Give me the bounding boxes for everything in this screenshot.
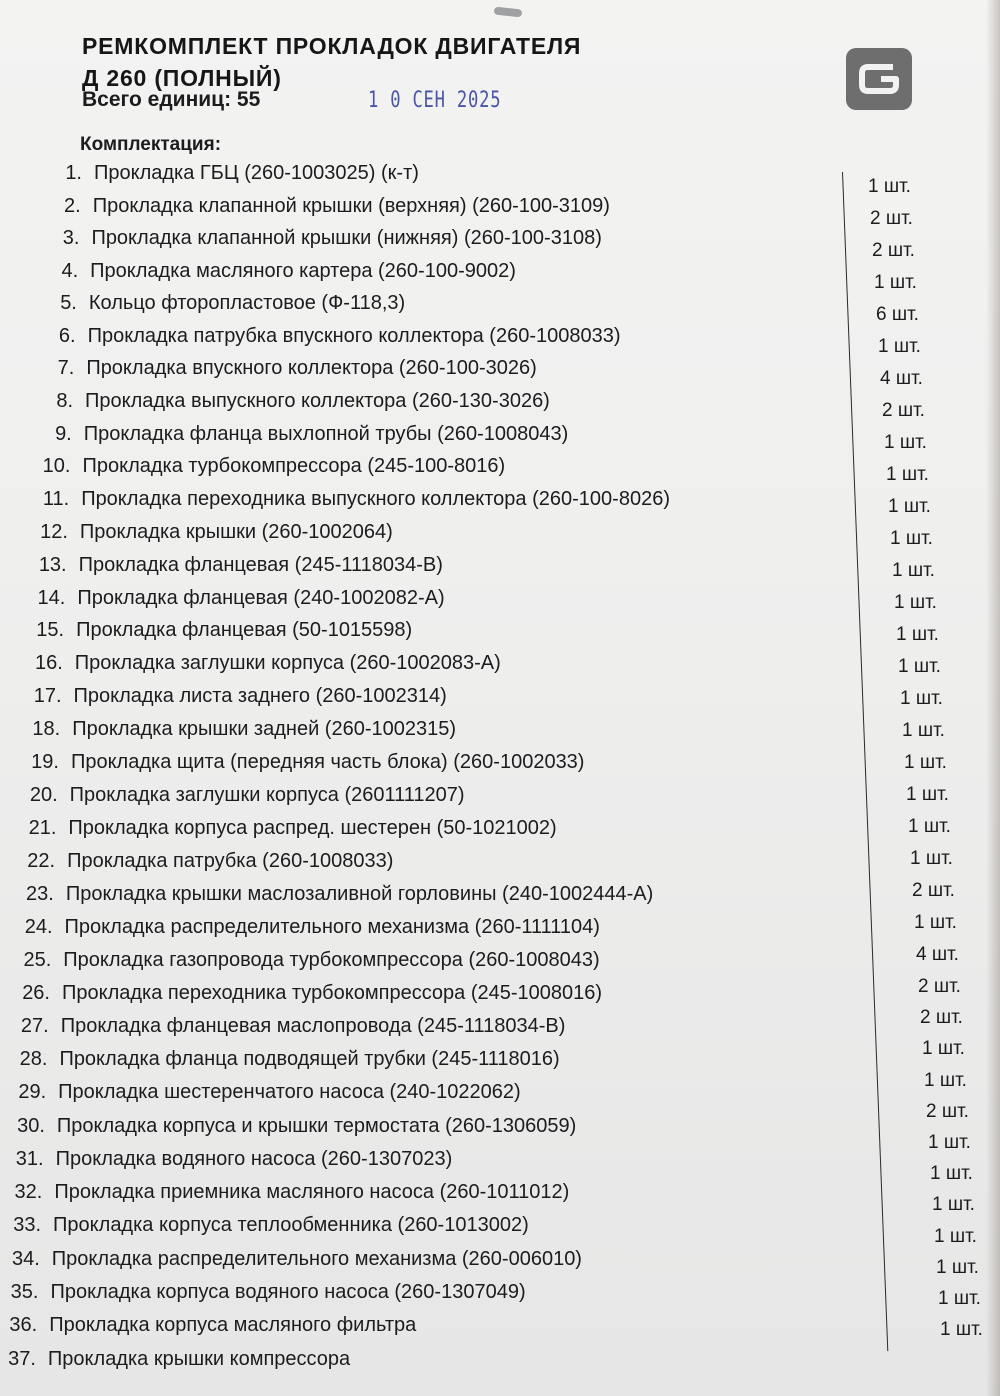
item-quantity: 1 шт. xyxy=(936,1256,979,1278)
item-name: Прокладка патрубка впускного коллектора (260-1008033) xyxy=(87,324,621,347)
list-item xyxy=(9,850,393,873)
item-name: Прокладка масляного картера (260-100-9002) xyxy=(90,259,516,282)
item-name: Прокладка щита (передняя часть блока) (260-1002033) xyxy=(70,750,585,773)
item-quantity: 2 шт. xyxy=(870,208,913,229)
item-number: 34. xyxy=(11,1247,40,1270)
list-item xyxy=(4,982,602,1005)
item-number: 28. xyxy=(19,1048,48,1071)
item-name: Прокладка листа заднего (260-1002314) xyxy=(73,685,447,708)
logo-g-icon xyxy=(856,58,902,100)
list-item xyxy=(13,751,585,774)
item-quantity: 2 шт. xyxy=(872,240,915,261)
item-quantity: 1 шт. xyxy=(904,752,947,773)
list-item xyxy=(22,521,393,544)
list-item xyxy=(16,685,447,708)
list-item xyxy=(14,718,456,741)
item-quantity: 2 шт. xyxy=(918,976,961,997)
item-quantity: 1 шт. xyxy=(910,848,953,869)
item-number: 8. xyxy=(56,390,74,413)
list-item xyxy=(26,423,569,446)
item-number: 35. xyxy=(10,1280,39,1303)
item-number: 15. xyxy=(36,619,65,642)
list-item xyxy=(5,949,599,972)
section-title: Комплектация: xyxy=(80,134,222,155)
item-number: 32. xyxy=(14,1181,43,1204)
item-quantity: 1 шт. xyxy=(930,1163,973,1185)
item-name: Прокладка крышки маслозаливной горловины (240-1002444-А) xyxy=(65,882,654,905)
item-name: Прокладка заглушки корпуса (2601111207) xyxy=(69,783,465,806)
list-item xyxy=(19,587,444,610)
item-quantity: 1 шт. xyxy=(888,496,931,517)
item-quantity: 1 шт. xyxy=(922,1038,965,1060)
item-number: 36. xyxy=(9,1314,38,1337)
item-name: Прокладка фланца выхлопной трубы (260-1008043) xyxy=(83,422,569,445)
list-item xyxy=(17,652,501,675)
item-name: Прокладка заглушки корпуса (260-1002083-А) xyxy=(74,652,501,675)
item-number: 11. xyxy=(42,488,70,511)
item-number: 25. xyxy=(23,948,52,971)
list-item xyxy=(0,1281,526,1304)
list-item xyxy=(0,1314,416,1337)
item-quantity: 1 шт. xyxy=(934,1225,977,1247)
item-number: 21. xyxy=(28,816,57,839)
item-name: Прокладка корпуса масляного фильтра xyxy=(49,1314,417,1337)
item-number: 6. xyxy=(58,324,76,347)
item-name: Кольцо фторопластовое (Ф-118,3) xyxy=(88,292,406,315)
document-subtitle: Д 260 (ПОЛНЫЙ) xyxy=(82,65,282,91)
item-number: 27. xyxy=(20,1015,49,1038)
list-item xyxy=(23,488,670,511)
item-name: Прокладка фланцевая (245-1118034-В) xyxy=(78,553,443,576)
item-number: 13. xyxy=(38,553,67,576)
item-number: 3. xyxy=(62,227,80,250)
item-quantity: 1 шт. xyxy=(892,560,935,581)
list-item xyxy=(36,162,419,185)
item-name: Прокладка крышки компрессора xyxy=(47,1347,351,1370)
brand-logo xyxy=(846,48,912,110)
item-number: 12. xyxy=(40,520,68,543)
item-quantity: 4 шт. xyxy=(916,944,959,965)
list-item xyxy=(10,817,556,840)
list-item xyxy=(3,1015,566,1038)
item-name: Прокладка крышки (260-1002064) xyxy=(79,520,393,543)
document-header xyxy=(82,30,581,94)
item-name: Прокладка фланцевая маслопровода (245-1118034-В) xyxy=(60,1015,566,1038)
list-item xyxy=(33,227,601,250)
item-name: Прокладка впускного коллектора (260-100-3026) xyxy=(86,357,537,380)
item-name: Прокладка распределительного механизма (260-006010) xyxy=(51,1247,582,1270)
item-quantity: 2 шт. xyxy=(882,400,925,421)
item-quantity: 1 шт. xyxy=(932,1194,975,1216)
list-item xyxy=(28,357,536,380)
list-item xyxy=(27,390,550,413)
item-name: Прокладка фланцевая (50-1015598) xyxy=(76,619,413,642)
item-quantity: 1 шт. xyxy=(902,720,945,741)
item-quantity: 1 шт. xyxy=(890,528,933,549)
list-item xyxy=(24,455,505,478)
item-quantity: 1 шт. xyxy=(908,816,951,837)
list-item xyxy=(1,1048,559,1071)
item-quantity: 1 шт. xyxy=(938,1288,981,1309)
item-name: Прокладка шестеренчатого насоса (240-1022062) xyxy=(58,1081,521,1104)
item-number: 14. xyxy=(37,586,66,609)
item-quantity: 1 шт. xyxy=(894,592,937,613)
item-number: 16. xyxy=(34,652,63,675)
list-item xyxy=(35,195,610,218)
list-item xyxy=(0,1348,350,1371)
list-item xyxy=(21,554,443,577)
item-name: Прокладка переходника турбокомпрессора (245-1008016) xyxy=(62,982,603,1004)
item-number: 2. xyxy=(64,194,81,217)
item-quantity: 1 шт. xyxy=(868,176,911,197)
item-name: Прокладка фланцевая (240-1002082-А) xyxy=(77,586,445,609)
item-quantity: 6 шт. xyxy=(876,304,919,325)
list-item xyxy=(7,916,600,939)
item-name: Прокладка корпуса и крышки термостата (260-1306059) xyxy=(56,1114,577,1137)
item-name: Прокладка водяного насоса (260-1307023) xyxy=(55,1147,453,1170)
list-item xyxy=(30,325,621,348)
item-number: 9. xyxy=(55,422,72,445)
paper-mark xyxy=(494,7,523,18)
item-number: 4. xyxy=(61,259,79,282)
item-quantity: 1 шт. xyxy=(940,1319,983,1341)
list-item xyxy=(31,292,405,315)
item-name: Прокладка выпускного коллектора (260-130-3026) xyxy=(85,390,550,413)
list-item xyxy=(12,784,465,807)
item-number: 23. xyxy=(26,882,54,905)
item-name: Прокладка патрубка (260-1008033) xyxy=(67,849,394,872)
item-quantity: 2 шт. xyxy=(912,880,955,901)
item-number: 10. xyxy=(42,455,71,478)
item-name: Прокладка переходника выпускного коллектора (260-100-8026) xyxy=(81,488,670,511)
list-item xyxy=(0,1115,576,1138)
item-name: Прокладка корпуса теплообменника (260-1013002) xyxy=(53,1214,529,1237)
item-number: 18. xyxy=(32,717,61,740)
list-item xyxy=(0,1148,452,1171)
item-name: Прокладка турбокомпрессора (245-100-8016) xyxy=(82,455,506,478)
item-name: Прокладка распределительного механизма (260-1111104) xyxy=(64,915,600,938)
item-number: 29. xyxy=(18,1081,47,1104)
item-number: 37. xyxy=(8,1347,36,1370)
document-title: РЕМКОМПЛЕКТ ПРОКЛАДОК ДВИГАТЕЛЯ xyxy=(82,33,582,59)
item-quantity: 1 шт. xyxy=(884,432,927,453)
list-item xyxy=(0,1214,529,1237)
item-name: Прокладка приемника масляного насоса (260-1011012) xyxy=(54,1181,570,1204)
item-quantity: 1 шт. xyxy=(924,1069,967,1091)
item-number: 33. xyxy=(13,1214,42,1237)
item-quantity: 1 шт. xyxy=(874,272,917,293)
paper-edge-shadow xyxy=(986,0,1000,1396)
item-quantity: 2 шт. xyxy=(920,1007,963,1029)
item-quantity: 2 шт. xyxy=(926,1100,969,1122)
item-name: Прокладка ГБЦ (260-1003025) (к-т) xyxy=(94,162,419,184)
item-quantity: 1 шт. xyxy=(896,624,939,645)
item-name: Прокладка фланца подводящей трубки (245-1118016) xyxy=(59,1048,560,1071)
item-quantity: 1 шт. xyxy=(886,464,929,485)
date-stamp: 1 0 СЕН 2025 xyxy=(368,88,502,113)
item-name: Прокладка клапанной крышки (нижняя) (260-100-3108) xyxy=(91,227,602,250)
item-number: 17. xyxy=(33,685,62,708)
item-name: Прокладка корпуса водяного насоса (260-1307049) xyxy=(50,1280,526,1303)
item-number: 1. xyxy=(65,162,82,184)
item-quantity: 1 шт. xyxy=(906,784,949,805)
item-number: 24. xyxy=(24,915,53,938)
item-number: 20. xyxy=(29,783,58,806)
item-quantity: 1 шт. xyxy=(914,912,957,933)
item-name: Прокладка клапанной крышки (верхняя) (260-100-3109) xyxy=(92,194,610,217)
item-name: Прокладка газопровода турбокомпрессора (260-1008043) xyxy=(63,948,600,971)
list-item xyxy=(0,1248,582,1271)
list-item xyxy=(0,1081,521,1104)
item-number: 22. xyxy=(27,849,56,872)
item-quantity: 1 шт. xyxy=(900,688,943,709)
item-quantity: 4 шт. xyxy=(880,368,923,389)
item-number: 31. xyxy=(15,1147,44,1170)
item-quantity: 1 шт. xyxy=(898,656,941,677)
list-item xyxy=(0,1181,569,1204)
item-number: 26. xyxy=(22,982,50,1004)
total-units: Всего единиц: 55 xyxy=(82,88,261,111)
item-name: Прокладка корпуса распред. шестерен (50-1021002) xyxy=(68,816,557,839)
item-number: 5. xyxy=(60,292,77,315)
item-number: 19. xyxy=(31,750,59,773)
list-item xyxy=(32,260,516,283)
item-number: 7. xyxy=(57,357,75,380)
item-quantity: 1 шт. xyxy=(928,1132,971,1153)
item-number: 30. xyxy=(17,1114,45,1137)
list-item xyxy=(8,883,653,906)
item-quantity: 1 шт. xyxy=(878,336,921,357)
list-item xyxy=(18,619,412,642)
item-name: Прокладка крышки задней (260-1002315) xyxy=(72,717,457,740)
